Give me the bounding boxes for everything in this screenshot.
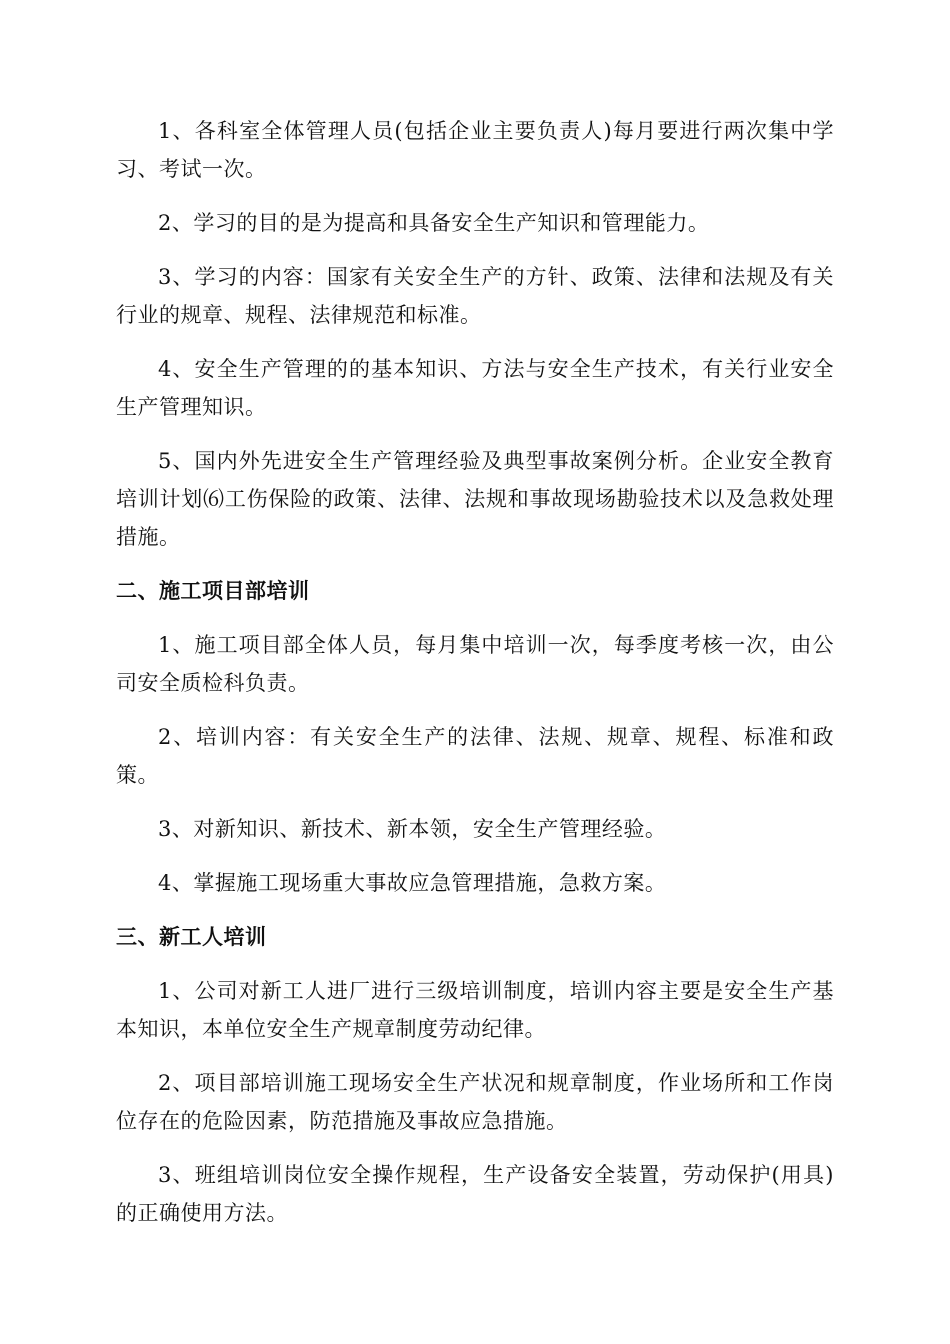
paragraph-1-4: 4、安全生产管理的的基本知识、方法与安全生产技术，有关行业安全生产管理知识。	[116, 357, 834, 419]
paragraph-1-2: 2、学习的目的是为提高和具备安全生产知识和管理能力。	[158, 211, 710, 235]
section-heading-project-training: 二、施工项目部培训	[116, 578, 310, 603]
paragraph-3-2: 2、项目部培训施工现场安全生产状况和规章制度，作业场所和工作岗位存在的危险因素，防范措施及事故应急措施。	[116, 1071, 834, 1133]
section-heading-new-worker-training: 三、新工人培训	[116, 924, 267, 949]
paragraph-2-4: 4、掌握施工现场重大事故应急管理措施，急救方案。	[158, 871, 667, 895]
document-page	[116, 112, 834, 1248]
paragraph-3-3: 3、班组培训岗位安全操作规程，生产设备安全装置，劳动保护(用具)的正确使用方法。	[116, 1163, 834, 1225]
paragraph-2-3: 3、对新知识、新技术、新本领，安全生产管理经验。	[158, 817, 667, 841]
paragraph-1-3: 3、学习的内容：国家有关安全生产的方针、政策、法律和法规及有关行业的规章、规程、法律规范和标准。	[116, 265, 834, 327]
paragraph-3-1: 1、公司对新工人进厂进行三级培训制度，培训内容主要是安全生产基本知识，本单位安全生产规章制度劳动纪律。	[116, 979, 834, 1041]
paragraph-1-5: 5、国内外先进安全生产管理经验及典型事故案例分析。企业安全教育培训计划⑹工伤保险的政策、法律、法规和事故现场勘验技术以及急救处理措施。	[116, 449, 834, 549]
paragraph-1-1: 1、各科室全体管理人员(包括企业主要负责人)每月要进行两次集中学习、考试一次。	[116, 119, 834, 181]
paragraph-2-2: 2、培训内容：有关安全生产的法律、法规、规章、规程、标准和政策。	[116, 725, 834, 787]
paragraph-2-1: 1、施工项目部全体人员，每月集中培训一次，每季度考核一次，由公司安全质检科负责。	[116, 633, 834, 695]
